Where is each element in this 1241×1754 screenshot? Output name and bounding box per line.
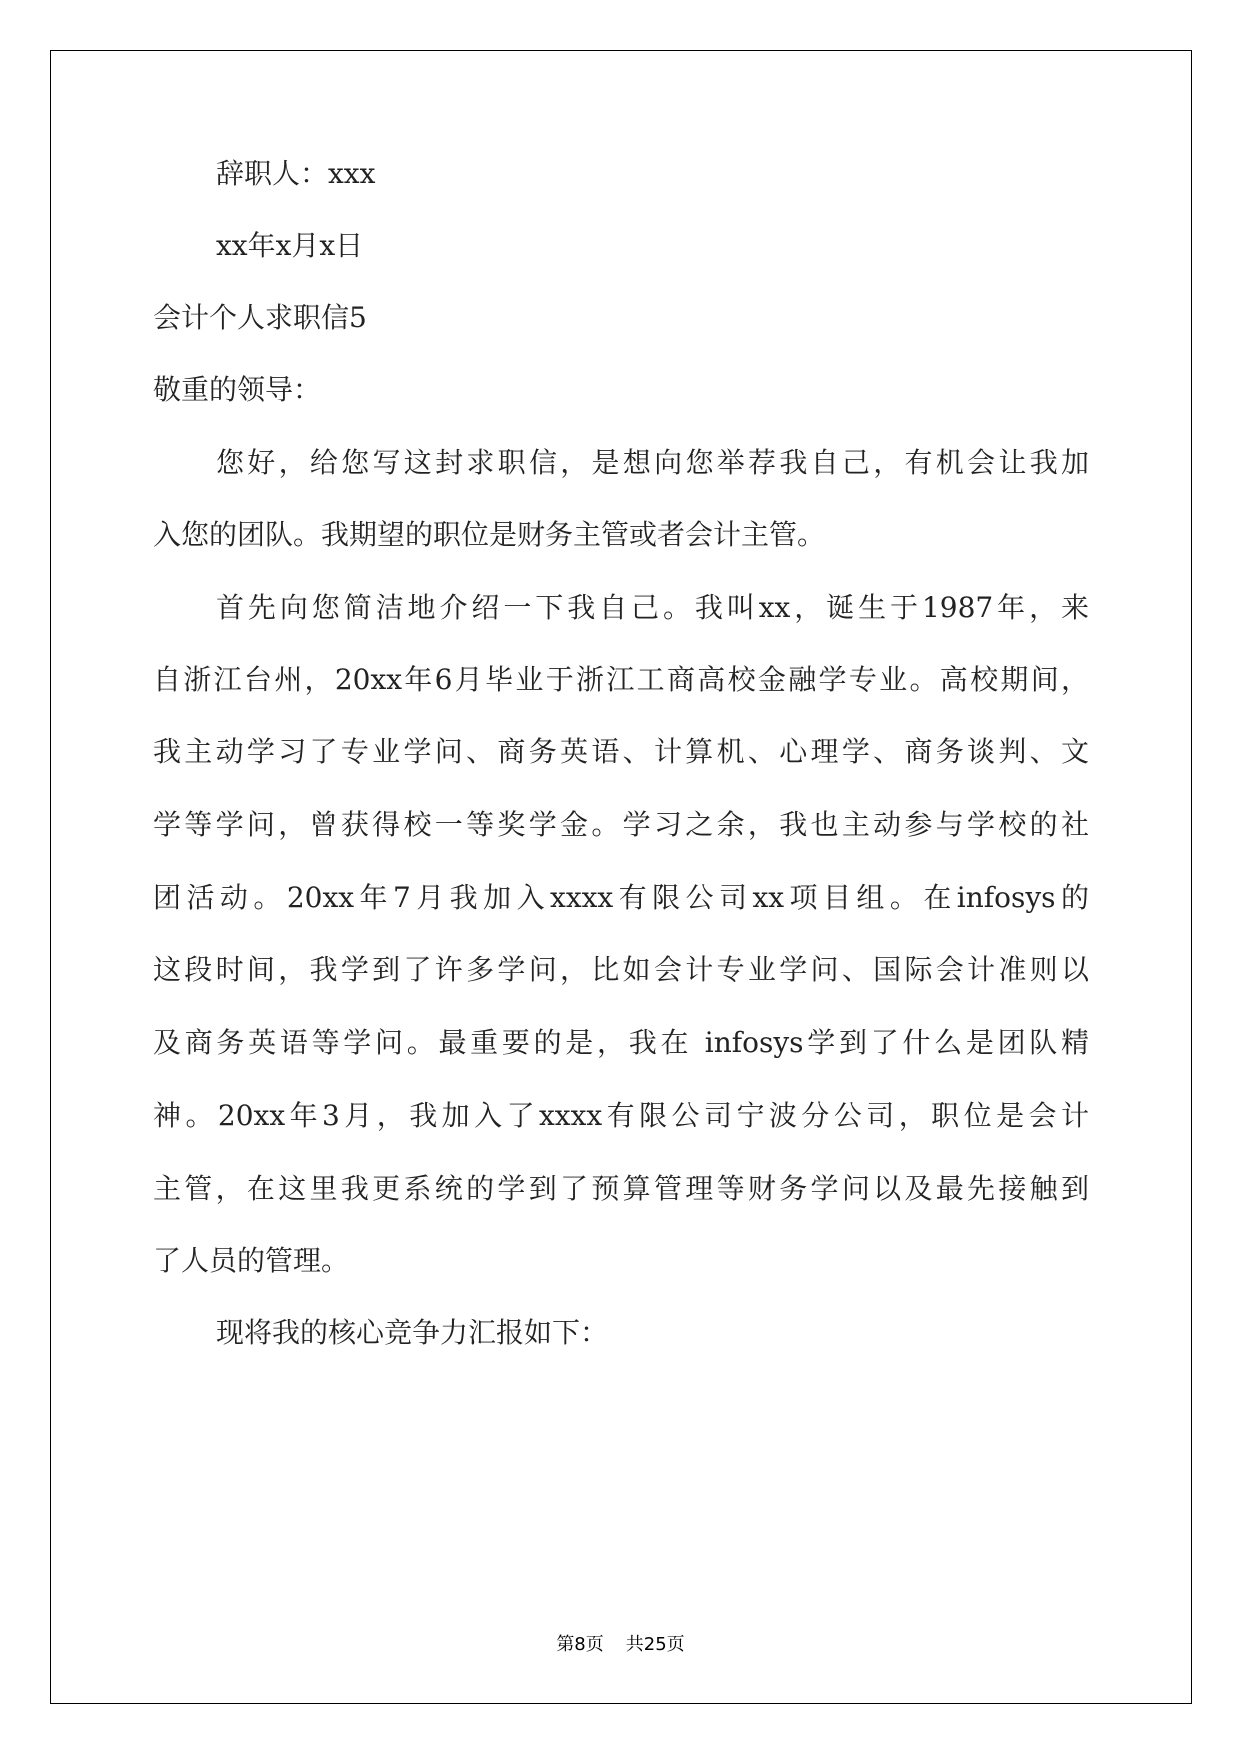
paragraph-line: 主管，在这里我更系统的学到了预算管理等财务学问以及最先接触到	[153, 1172, 1089, 1205]
page-footer	[0, 1630, 1241, 1656]
paragraph-line: 我主动学习了专业学问、商务英语、计算机、心理学、商务谈判、文	[153, 735, 1089, 768]
paragraph-line: 了人员的管理。	[153, 1244, 350, 1277]
paragraph-line: 入您的团队。我期望的职位是财务主管或者会计主管。	[153, 518, 826, 551]
paragraph-line: 首先向您简洁地介绍一下我自己。我叫xx，诞生于1987年，来	[216, 591, 1089, 624]
section-title: 会计个人求职信5	[153, 301, 367, 334]
date-line: xx年x月x日	[216, 229, 364, 262]
page-total: 共25页	[625, 1634, 685, 1655]
paragraph-line: 及商务英语等学问。最重要的是，我在 infosys学到了什么是团队精	[153, 1026, 1089, 1059]
paragraph-line: 这段时间，我学到了许多学问，比如会计专业学问、国际会计准则以	[153, 953, 1089, 986]
page-number: 第8页	[556, 1634, 604, 1655]
paragraph-line: 学等学问，曾获得校一等奖学金。学习之余，我也主动参与学校的社	[153, 808, 1089, 841]
paragraph-line: 团活动。20xx年7月我加入xxxx有限公司xx项目组。在infosys的	[153, 881, 1089, 914]
paragraph-line: 现将我的核心竞争力汇报如下：	[216, 1316, 609, 1349]
salutation: 敬重的领导：	[153, 373, 322, 406]
paragraph-line: 神。20xx年3月，我加入了xxxx有限公司宁波分公司，职位是会计	[153, 1099, 1089, 1132]
paragraph-line: 自浙江台州，20xx年6月毕业于浙江工商高校金融学专业。高校期间，	[153, 663, 1089, 696]
paragraph-line: 您好，给您写这封求职信，是想向您举荐我自己，有机会让我加	[216, 446, 1089, 479]
resigner-line: 辞职人：xxx	[216, 157, 376, 190]
page-border	[50, 50, 1192, 1704]
